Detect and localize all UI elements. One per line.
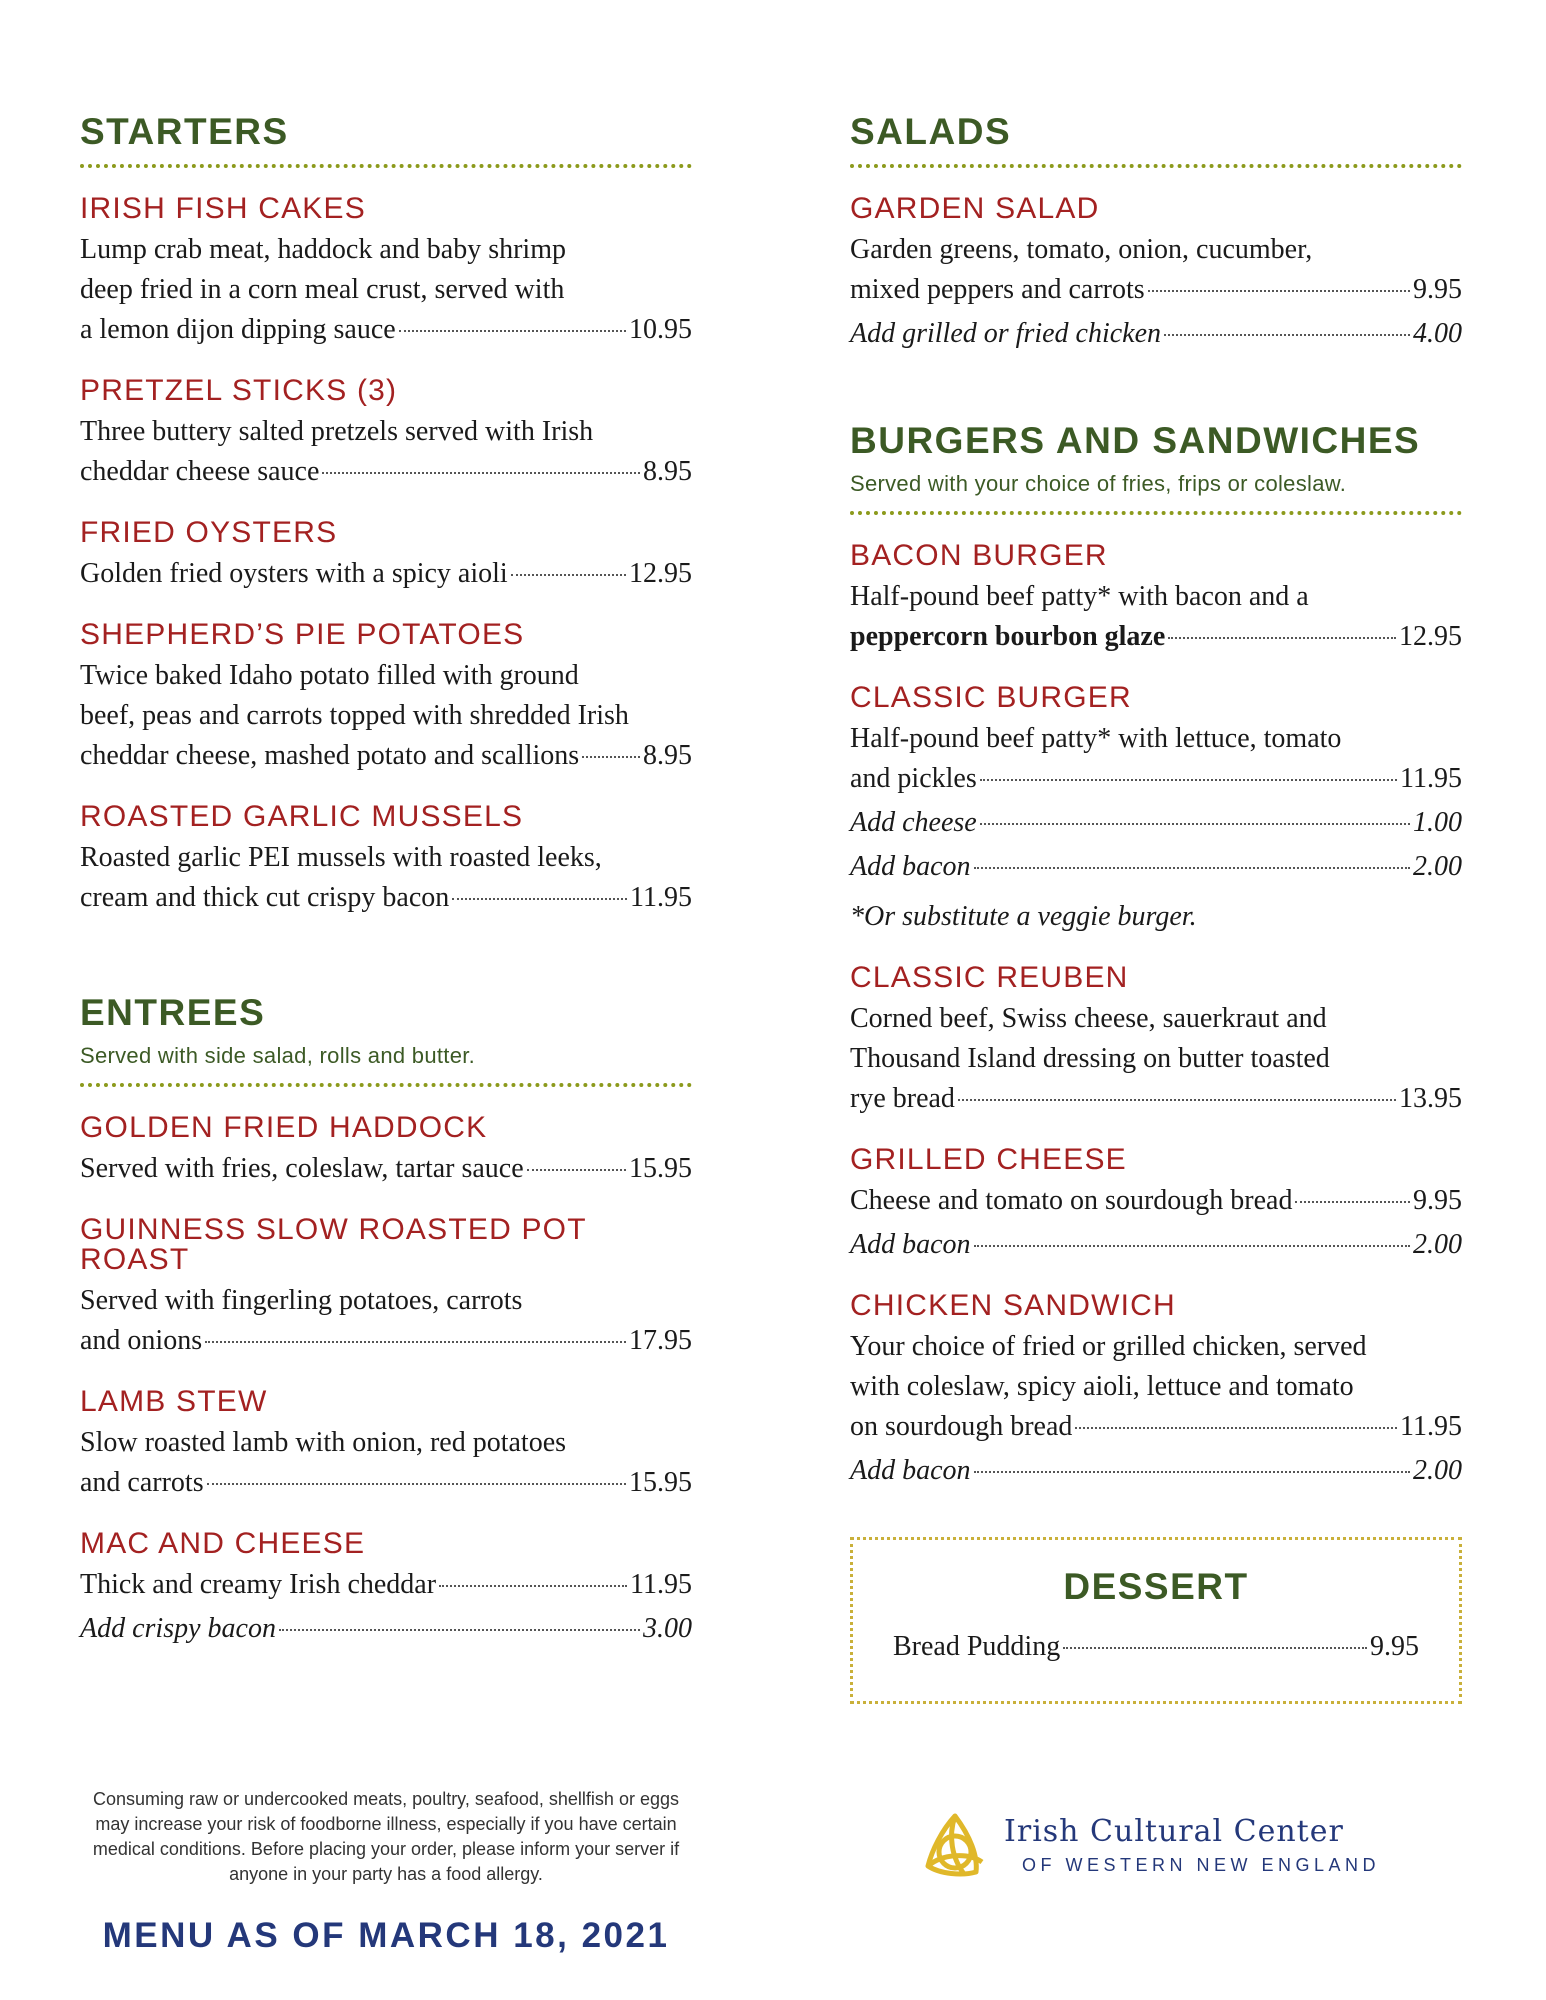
item-description: mixed peppers and carrots [850,274,1145,305]
item-description: and carrots [80,1467,204,1498]
addon-price: 4.00 [1413,318,1462,349]
dot-leader [1168,637,1396,639]
item-price: 12.95 [629,558,692,589]
item-name: SHEPHERD’S PIE POTATOES [80,618,525,651]
item-description: a lemon dijon dipping sauce [80,314,396,345]
item-description: Cheese and tomato on sourdough bread [850,1185,1293,1216]
menu-item-garden-salad [850,194,1462,354]
dot-leader [974,1471,1410,1473]
item-name: CHICKEN SANDWICH [850,1289,1176,1322]
addon-price: 3.00 [643,1613,692,1644]
item-description: Served with fries, coleslaw, tartar sauce [80,1153,524,1184]
burgers-section [850,422,1462,1491]
dot-leader [1164,334,1410,336]
item-description: Thick and creamy Irish cheddar [80,1569,437,1600]
dot-leader [974,867,1410,869]
item-description: Twice baked Idaho potato filled with ground [80,660,579,691]
item-price: 15.95 [629,1467,692,1498]
item-description: and pickles [850,763,977,794]
menu-date: MENU AS OF MARCH 18, 2021 [102,1916,670,1955]
addon-label: Add grilled or fried chicken [850,318,1162,349]
menu-item-classic-reuben [850,963,1462,1119]
dot-leader [958,1099,1396,1101]
addon-label: Add bacon [850,1455,971,1486]
dessert-heading: DESSERT [1063,1566,1249,1607]
item-name: CLASSIC REUBEN [850,961,1129,994]
item-name: GUINNESS SLOW ROASTED POT ROAST [80,1213,587,1276]
item-price: 11.95 [1400,1411,1462,1442]
section-divider [80,1083,692,1087]
item-description: Roasted garlic PEI mussels with roasted leeks, [80,842,602,873]
addon-price: 2.00 [1413,1229,1462,1260]
item-description: peppercorn bourbon glaze [850,621,1166,652]
dot-leader [399,330,626,332]
item-name: GOLDEN FRIED HADDOCK [80,1111,488,1144]
item-price: 13.95 [1399,1083,1462,1114]
veggie-burger-note: *Or substitute a veggie burger. [850,901,1197,932]
item-description: Slow roasted lamb with onion, red potatoes [80,1427,567,1458]
section-divider [850,164,1462,168]
menu-item-chicken-sandwich [850,1291,1462,1491]
item-name: FRIED OYSTERS [80,516,338,549]
menu-item-guinness-pot-roast [80,1215,692,1361]
item-price: 10.95 [629,314,692,345]
item-description: Served with fingerling potatoes, carrots [80,1285,523,1316]
item-name: GARDEN SALAD [850,192,1100,225]
menu-item-roasted-garlic-mussels [80,802,692,918]
item-description: Golden fried oysters with a spicy aioli [80,558,508,589]
left-column [80,0,692,1649]
menu-item-classic-burger [850,683,1462,937]
entrees-section [80,994,692,1649]
starters-section [80,113,692,918]
addon-price: 2.00 [1413,1455,1462,1486]
item-description: on sourdough bread [850,1411,1073,1442]
burgers-subtitle: Served with your choice of fries, frips or coleslaw. [850,471,1347,496]
section-divider [80,164,692,168]
dot-leader [980,779,1397,781]
item-description: Bread Pudding [893,1631,1061,1662]
dot-leader [980,823,1410,825]
entrees-heading: ENTREES [80,992,266,1033]
addon-label: Add crispy bacon [80,1613,276,1644]
logo-subtitle: OF WESTERN NEW ENGLAND [1022,1854,1381,1875]
item-description: cream and thick cut crispy bacon [80,882,450,913]
item-description: Thousand Island dressing on butter toasted [850,1043,1330,1074]
entrees-subtitle: Served with side salad, rolls and butter. [80,1043,476,1068]
item-description: cheddar cheese sauce [80,456,320,487]
item-name: PRETZEL STICKS (3) [80,374,398,407]
dot-leader [322,472,640,474]
menu-item-lamb-stew [80,1387,692,1503]
item-price: 11.95 [630,1569,692,1600]
menu-item-golden-fried-haddock [80,1113,692,1189]
addon-label: Add bacon [850,851,971,882]
dot-leader [452,898,627,900]
menu-item-grilled-cheese [850,1145,1462,1265]
item-description: Half-pound beef patty* with bacon and a [850,581,1309,612]
item-description: Your choice of fried or grilled chicken, served [850,1331,1367,1362]
item-price: 12.95 [1399,621,1462,652]
salads-heading: SALADS [850,111,1012,152]
dot-leader [205,1341,626,1343]
dot-leader [582,756,640,758]
item-description: Three buttery salted pretzels served with Irish [80,416,594,447]
burgers-heading: BURGERS AND SANDWICHES [850,420,1421,461]
addon-price: 1.00 [1413,807,1462,838]
item-price: 15.95 [629,1153,692,1184]
item-price: 17.95 [629,1325,692,1356]
item-name: CLASSIC BURGER [850,681,1132,714]
menu-item-shepherds-pie-potatoes [80,620,692,776]
dessert-box [850,1537,1462,1704]
item-price: 9.95 [1413,274,1462,305]
item-description: Corned beef, Swiss cheese, sauerkraut and [850,1003,1327,1034]
menu-item-pretzel-sticks [80,376,692,492]
triquetra-knot-icon [918,1810,992,1882]
dot-leader [974,1245,1410,1247]
item-price: 8.95 [643,740,692,771]
dot-leader [1148,290,1410,292]
item-description: and onions [80,1325,203,1356]
item-description: with coleslaw, spicy aioli, lettuce and tomato [850,1371,1354,1402]
salads-section [850,113,1462,354]
item-price: 9.95 [1370,1631,1419,1662]
item-description: rye bread [850,1083,955,1114]
section-divider [850,511,1462,515]
dot-leader [511,574,626,576]
item-description: beef, peas and carrots topped with shredded Irish [80,700,629,731]
right-column [850,0,1462,1704]
item-name: MAC AND CHEESE [80,1527,366,1560]
addon-price: 2.00 [1413,851,1462,882]
dot-leader [439,1585,627,1587]
menu-item-irish-fish-cakes [80,194,692,350]
irish-cultural-center-logo [918,1806,1388,1886]
dot-leader [527,1169,626,1171]
item-price: 11.95 [1400,763,1462,794]
menu-item-bread-pudding [893,1627,1419,1667]
dot-leader [1063,1647,1367,1649]
item-name: GRILLED CHEESE [850,1143,1127,1176]
item-description: Half-pound beef patty* with lettuce, tomato [850,723,1342,754]
logo-name: Irish Cultural Center [1004,1813,1344,1849]
menu-item-bacon-burger [850,541,1462,657]
dot-leader [1075,1427,1397,1429]
item-price: 11.95 [630,882,692,913]
item-name: IRISH FISH CAKES [80,192,366,225]
dot-leader [279,1629,640,1631]
item-price: 9.95 [1413,1185,1462,1216]
item-description: cheddar cheese, mashed potato and scallions [80,740,580,771]
menu-item-mac-and-cheese [80,1529,692,1649]
menu-item-fried-oysters [80,518,692,594]
dot-leader [207,1483,626,1485]
dot-leader [1295,1201,1410,1203]
item-price: 8.95 [643,456,692,487]
food-safety-disclaimer: Consuming raw or undercooked meats, poultry, seafood, shellfish or eggs may increase your risk of foodborne illness, especially if you have certain medical conditions. Before placing your order, please inform your server if anyone in your party has a food allergy. [92,1789,680,1884]
item-description: Garden greens, tomato, onion, cucumber, [850,234,1313,265]
addon-label: Add bacon [850,1229,971,1260]
starters-heading: STARTERS [80,111,289,152]
item-description: Lump crab meat, haddock and baby shrimp [80,234,566,265]
logo-text [1004,1813,1381,1876]
item-name: BACON BURGER [850,539,1108,572]
item-name: LAMB STEW [80,1385,268,1418]
addon-label: Add cheese [850,807,977,838]
item-description: deep fried in a corn meal crust, served with [80,274,565,305]
item-name: ROASTED GARLIC MUSSELS [80,800,524,833]
